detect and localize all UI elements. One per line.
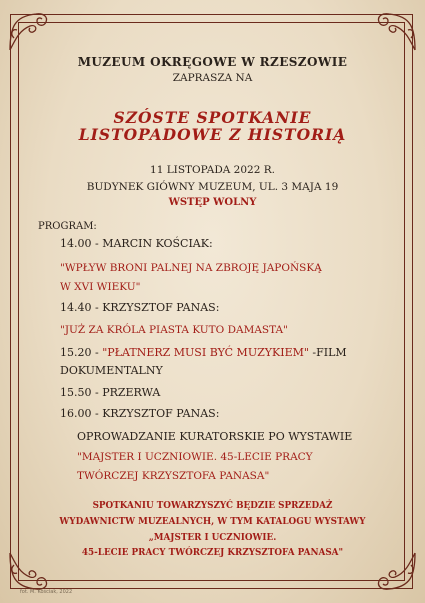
event-title-line1: SZÓSTE SPOTKANIE: [113, 108, 312, 127]
entry-info: WSTĘP WOLNY: [168, 197, 257, 208]
program-line: "MAJSTER I UCZNIOWIE. 45-LECIE PRACY: [77, 451, 313, 463]
footer-line: 45-LECIE PRACY TWÓRCZEJ KRZYSZTOFA PANASA": [81, 548, 344, 558]
program-line: W XVI WIEKU": [60, 281, 141, 293]
program-film-title: "PŁATNERZ MUSI BYĆ MUZYKIEM": [102, 346, 309, 359]
program-line: 15.50 - PRZERWA: [60, 386, 161, 399]
footer-line: SPOTKANIU TOWARZYSZYĆ BĘDZIE SPRZEDAŻ: [92, 501, 333, 511]
program-line: "WPŁYW BRONI PALNEJ NA ZBROJĘ JAPOŃSKĄ: [60, 262, 322, 274]
footer-line: „MAJSTER I UCZNIOWIE.: [148, 533, 277, 543]
event-date: 11 LISTOPADA 2022 R.: [150, 164, 275, 176]
invite-text: ZAPRASZA NA: [172, 72, 253, 84]
program-line: DOKUMENTALNY: [60, 364, 163, 377]
program-time: 15.20 -: [60, 346, 103, 359]
organization-name: MUZEUM OKRĘGOWE W RZESZOWIE: [77, 55, 348, 69]
ornament-corner-icon: [6, 8, 52, 54]
program-line: 14.40 - KRZYSZTOF PANAS:: [60, 301, 220, 314]
footer-line: WYDAWNICTW MUZEALNYCH, W TYM KATALOGU WYSTAWY: [59, 517, 366, 527]
program-line: TWÓRCZEJ KRZYSZTOFA PANASA": [77, 470, 270, 482]
photo-credit: fot. M. Kościak, 2022: [20, 589, 73, 595]
ornament-corner-icon: [373, 8, 419, 54]
program-film-tail: -FILM: [308, 346, 347, 359]
program-label: PROGRAM:: [38, 221, 97, 232]
program-line: 16.00 - KRZYSZTOF PANAS:: [60, 407, 220, 420]
program-line-mixed: [60, 346, 347, 359]
event-place: BUDYNEK GIÓWNY MUZEUM, UL. 3 MAJA 19: [86, 181, 339, 193]
program-line: 14.00 - MARCIN KOŚCIAK:: [60, 237, 213, 250]
program-line: OPROWADZANIE KURATORSKIE PO WYSTAWIE: [77, 430, 353, 443]
program-line: "JUŻ ZA KRÓLA PIASTA KUTO DAMASTA": [60, 324, 288, 336]
event-title-line2: LISTOPADOWE Z HISTORIĄ: [78, 125, 347, 144]
